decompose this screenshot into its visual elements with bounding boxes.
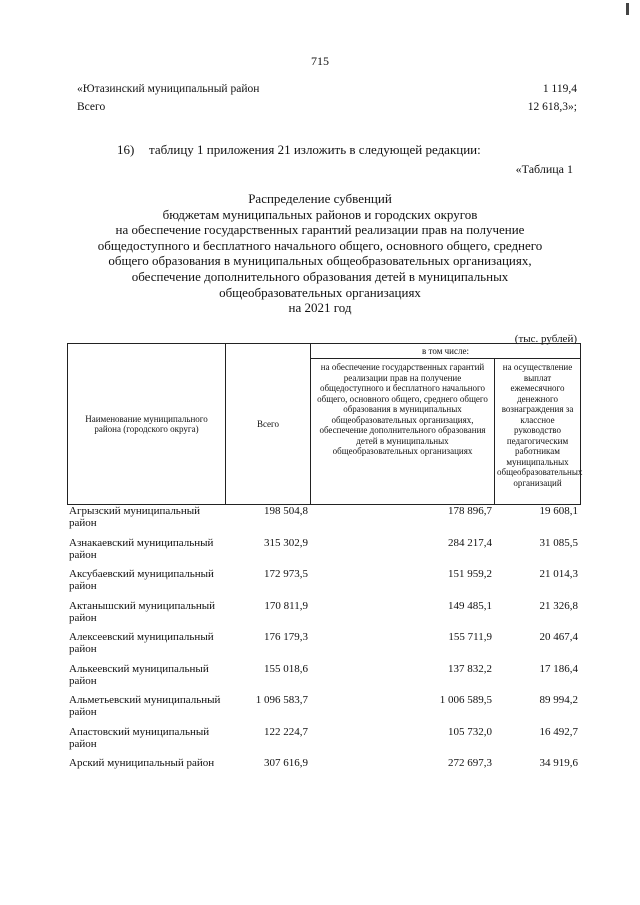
table-row (67, 726, 580, 758)
row-total: 172 973,5 (264, 568, 308, 580)
row-guarantees: 137 832,2 (448, 662, 492, 675)
table-header (67, 343, 581, 505)
page-number: 715 (311, 54, 329, 68)
table-row (67, 505, 580, 537)
table-row (67, 757, 580, 789)
table-row (67, 694, 580, 726)
table-row (67, 537, 580, 569)
row-name: Актанышский муниципальный район (69, 599, 216, 624)
header-total: Всего (226, 344, 311, 505)
row-total: 170 811,9 (264, 599, 308, 612)
row-name: Альметьевский муниципальный район (69, 694, 221, 718)
title-line: общедоступного и бесплатного начального общего, основного общего, среднего (97, 237, 543, 253)
intro-line-value: 1 119,4 (542, 83, 577, 95)
row-total: 122 224,7 (264, 725, 308, 738)
instruction-number: 16) (117, 142, 135, 157)
title-line: общего образования в муниципальных общеобразовательных организациях, (108, 253, 532, 269)
header-guarantees: на обеспечение государственных гарантий реализации прав на получение общедоступного и бесплатного начального общего, основного общего, среднего общего образования в муниципальных общеобразовательных организациях, обеспечение дополнительного образования детей в муниципальных общеобразовательных организациях (311, 359, 495, 505)
row-name: Апастовский муниципальный район (69, 725, 210, 750)
table-row (67, 600, 580, 632)
row-name: Азнакаевский муниципальный район (69, 536, 214, 561)
title-line: на 2021 год (288, 300, 352, 316)
row-total: 315 302,9 (264, 536, 308, 549)
data-rows (67, 505, 580, 789)
row-name: Арский муниципальный район (69, 757, 215, 769)
row-payments: 19 608,1 (539, 505, 578, 517)
table-row (67, 663, 580, 695)
row-guarantees: 1 006 589,5 (439, 694, 492, 706)
units-label: (тыс. рублей) (514, 333, 577, 345)
row-guarantees: 105 732,0 (448, 725, 492, 738)
title-line: на обеспечение государственных гарантий реализации прав на получение (115, 222, 525, 238)
table-title (90, 191, 550, 316)
title-line: общеобразовательных организациях (219, 284, 421, 300)
title-line: обеспечение дополнительного образования детей в муниципальных (131, 268, 509, 284)
row-payments: 34 919,6 (539, 757, 578, 769)
row-guarantees: 284 217,4 (448, 536, 492, 549)
row-guarantees: 272 697,3 (448, 757, 492, 769)
row-guarantees: 155 711,9 (448, 631, 492, 643)
instruction-text: таблицу 1 приложения 21 изложить в следующей редакции: (149, 142, 481, 157)
header-payments: на осуществление выплат ежемесячного денежного вознаграждения за классное руководство педагогическим работникам муниципальных общеобразовательных организаций (495, 359, 581, 505)
row-payments: 31 085,5 (539, 536, 578, 549)
title-line: Распределение субвенций (248, 191, 392, 206)
row-payments: 20 467,4 (539, 631, 578, 643)
row-total: 176 179,3 (264, 631, 308, 643)
intro-line-label: Всего (77, 101, 106, 113)
row-guarantees: 151 959,2 (448, 568, 492, 580)
title-line: бюджетам муниципальных районов и городских округов (162, 206, 478, 222)
row-total: 198 504,8 (264, 505, 308, 517)
intro-line-value: 12 618,3»; (527, 101, 577, 113)
row-payments: 16 492,7 (539, 725, 578, 738)
row-guarantees: 149 485,1 (448, 599, 492, 612)
row-guarantees: 178 896,7 (448, 505, 492, 517)
header-name: Наименование муниципального района (городского округа) (68, 344, 226, 505)
row-total: 307 616,9 (264, 757, 308, 769)
row-total: 155 018,6 (264, 662, 308, 675)
row-name: Аксубаевский муниципальный район (69, 568, 214, 592)
table-row (67, 631, 580, 663)
table-label: «Таблица 1 (515, 162, 573, 176)
margin-mark (626, 3, 629, 15)
header-including: в том числе: (311, 344, 581, 359)
row-total: 1 096 583,7 (255, 694, 308, 706)
row-name: Алькеевский муниципальный район (69, 662, 209, 687)
intro-line-label: «Ютазинский муниципальный район (77, 83, 260, 95)
row-name: Агрызский муниципальный район (69, 505, 200, 529)
table-row (67, 568, 580, 600)
row-payments: 21 014,3 (539, 568, 578, 580)
row-name: Алексеевский муниципальный район (69, 631, 214, 655)
row-payments: 21 326,8 (539, 599, 578, 612)
row-payments: 17 186,4 (539, 662, 578, 675)
row-payments: 89 994,2 (539, 694, 578, 706)
